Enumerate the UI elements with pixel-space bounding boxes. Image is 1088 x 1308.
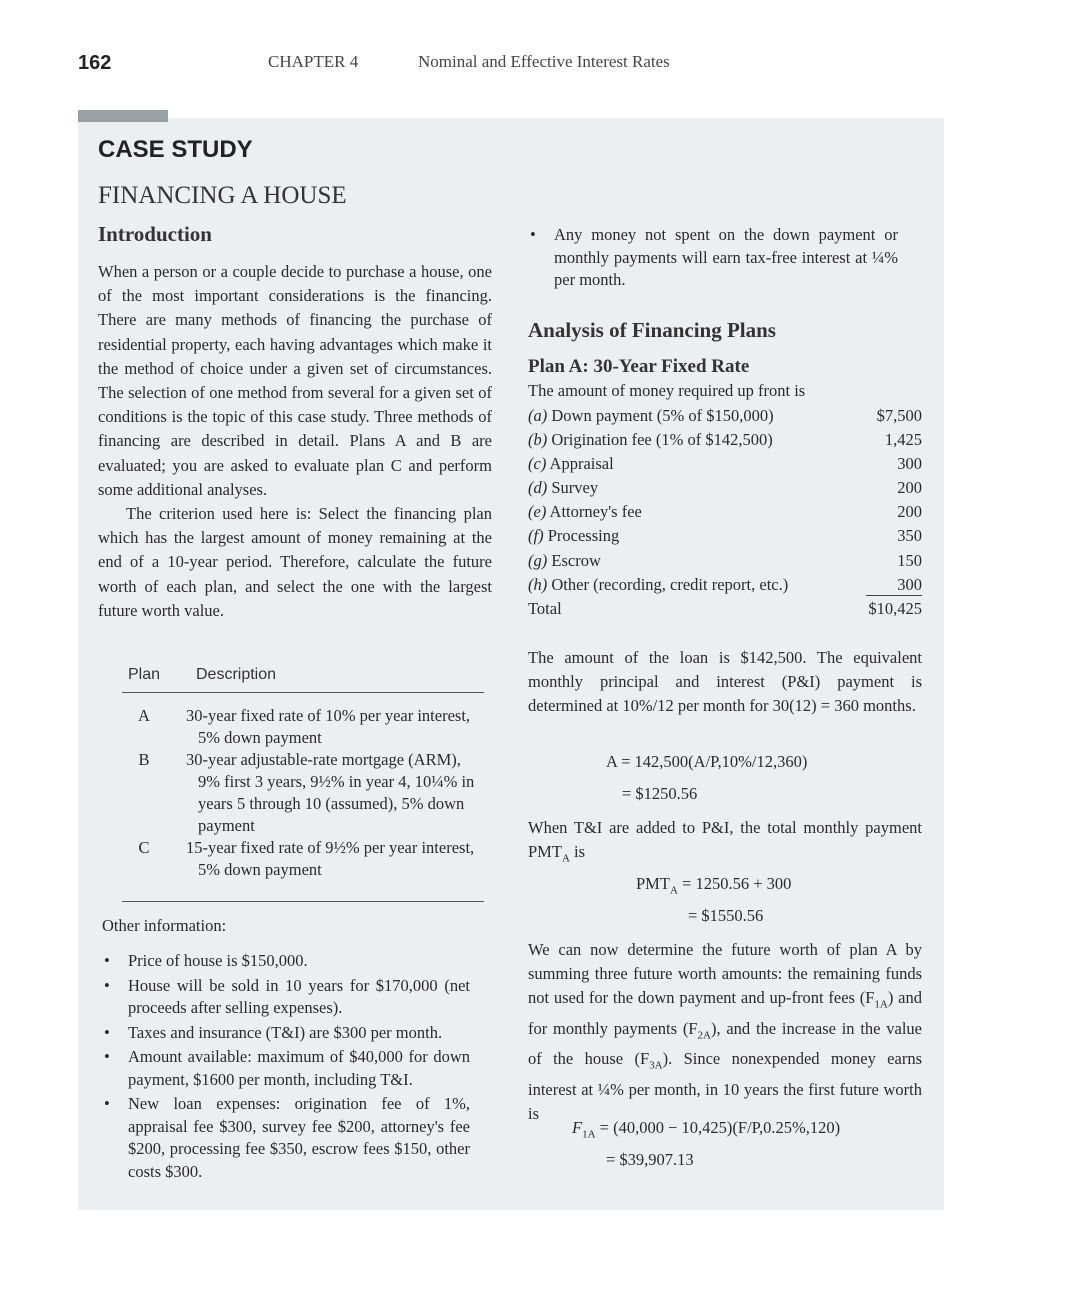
cost-amount: $7,500 (876, 406, 922, 425)
plan-a-heading: Plan A: 30-Year Fixed Rate (528, 356, 750, 377)
plan-description: 30-year adjustable-rate mortgage (ARM), 9% first 3 years, 9½% in year 4, 10¼% in years 5 through 10 (assumed), 5% down payment (186, 750, 475, 835)
table-row (528, 404, 922, 428)
fw-text: ), and the increase in the value of the house (F (528, 1018, 922, 1069)
cost-item: Down payment (5% of $150,000) (551, 406, 774, 425)
plan-description: 15-year fixed rate of 9½% per year interest, 5% down payment (186, 838, 475, 879)
ti-paragraph (528, 816, 922, 871)
table-row (528, 500, 922, 524)
table-row (122, 749, 484, 837)
cost-item: Origination fee (1% of $142,500) (551, 430, 773, 450)
cost-amount: 150 (897, 550, 922, 570)
cost-amount: 300 (866, 575, 922, 596)
fw-text: ). Since nonexpended money earns interest at ¼% per month, in 10 years the first future worth is (528, 1049, 922, 1124)
table-bottom-rule (122, 901, 484, 902)
f1a-rhs: = (40,000 − 10,425)(F/P,0.25%,120) (595, 1118, 841, 1137)
list-item: • Price of house is $150,000. (102, 950, 470, 973)
cost-item: Survey (551, 478, 599, 498)
cost-item: Attorney's fee (549, 502, 642, 522)
cost-letter: (h) (528, 574, 548, 594)
cost-letter: (c) (528, 454, 547, 474)
analysis-heading: Analysis of Financing Plans (528, 318, 776, 342)
introduction-body (98, 260, 492, 623)
cost-amount: 200 (897, 478, 922, 498)
plans-table (122, 664, 484, 902)
future-worth-paragraph (528, 938, 922, 1126)
table-row (122, 837, 484, 881)
chapter-label: CHAPTER 4 (268, 52, 359, 71)
plan-description: 30-year fixed rate of 10% per year interest, 5% down payment (186, 706, 471, 747)
cost-amount: 350 (897, 526, 922, 546)
equation-f1a-line-1 (572, 1116, 840, 1146)
cost-item: Processing (547, 526, 620, 546)
plan-code: C (138, 838, 150, 857)
cost-letter: (g) (528, 550, 548, 570)
cost-letter: (b) (528, 430, 548, 450)
f-subscript: 1A (582, 1128, 596, 1141)
list-item: • Taxes and insurance (T&I) are $300 per month. (102, 1022, 470, 1045)
cost-item: Other (recording, credit report, etc.) (551, 574, 789, 594)
cost-amount: 1,425 (884, 430, 922, 450)
total-row (528, 597, 922, 621)
intro-paragraph-2: The criterion used here is: Select the financing plan which has the largest amount of money remaining at the end of a 10-year period. Therefore, calculate the future worth of each plan, and select the one with the largest future worth value. (98, 504, 492, 620)
ti-subscript: A (561, 852, 570, 865)
case-study-label: CASE STUDY (98, 136, 253, 163)
description-column-header: Description (196, 666, 277, 683)
total-amount: $10,425 (868, 598, 922, 618)
fw-text: ) and for monthly payments (F (528, 988, 922, 1038)
other-information-label: Other information: (102, 916, 227, 935)
chapter-title: Nominal and Effective Interest Rates (418, 52, 670, 71)
list-item: • New loan expenses: origination fee of 1%, appraisal fee $300, survey fee $200, attorney's fee $200, processing fee $350, escrow fees $150, other costs $300. (102, 1093, 470, 1183)
pmt-symbol: PMT (636, 874, 670, 893)
fw-subscript: 3A (649, 1059, 663, 1072)
plans-table-header (122, 664, 484, 693)
plan-column-header: Plan (127, 666, 161, 683)
plan-code: B (138, 750, 150, 769)
equation-pmt-line-2: = $1550.56 (688, 906, 764, 925)
fw-subscript: 2A (697, 1029, 711, 1042)
cost-item: Escrow (551, 550, 601, 570)
cost-amount: 200 (897, 502, 922, 522)
case-study-tab-decoration (78, 110, 168, 122)
cost-amount: 300 (897, 454, 922, 474)
table-row (528, 549, 922, 573)
ti-text: When T&I are added to P&I, the total monthly payment PMT (528, 818, 922, 862)
intro-paragraph-1: When a person or a couple decide to purchase a house, one of the most important considerations is the financing. There are many methods of financing the purchase of residential property, each having advantages which make it the method of choice under a given set of circumstances. The selection of one method from several for a given set of conditions is the topic of this case study. Three methods of financing are described in detail. Plans A and B are evaluated; you are asked to evaluate plan C and perform some additional analyses. (98, 262, 492, 499)
table-row (528, 573, 922, 597)
cost-item: Appraisal (549, 454, 614, 474)
upfront-intro: The amount of money required up front is (528, 381, 806, 400)
other-information-list (102, 950, 470, 1185)
total-label: Total (528, 598, 562, 618)
case-study-title: FINANCING A HOUSE (98, 182, 347, 209)
table-row (528, 524, 922, 548)
page-number: 162 (78, 52, 112, 74)
table-row (122, 705, 484, 749)
table-row (528, 428, 922, 452)
table-row (528, 476, 922, 500)
upfront-costs-table (528, 404, 922, 621)
equation-a-line-1: A = 142,500(A/P,10%/12,360) (606, 752, 808, 771)
equation-a-line-2: = $1250.56 (622, 784, 698, 803)
ti-text-end: is (569, 842, 586, 862)
other-information-list-continued (528, 224, 898, 294)
f-symbol: F (572, 1118, 583, 1137)
fw-subscript: 1A (874, 998, 888, 1011)
cost-letter: (a) (528, 406, 548, 425)
list-item: • Amount available: maximum of $40,000 for down payment, $1600 per month, including T&I. (102, 1046, 470, 1091)
table-row (528, 452, 922, 476)
equation-pmt-line-1 (636, 872, 791, 902)
cost-letter: (e) (528, 502, 547, 522)
list-item: • House will be sold in 10 years for $170,000 (net proceeds after selling expenses). (102, 975, 470, 1020)
list-item: • Any money not spent on the down payment or monthly payments will earn tax-free interest at ¼% per month. (528, 224, 898, 292)
cost-letter: (f) (528, 526, 544, 546)
loan-paragraph: The amount of the loan is $142,500. The equivalent monthly principal and interest (P&I) payment is determined at 10%/12 per month for 30(12) = 360 months. (528, 648, 922, 716)
plan-code: A (138, 706, 150, 725)
fw-text: We can now determine the future worth of plan A by summing three future worth amounts: the remaining funds not used for the down payment and up-front fees (F (528, 940, 922, 1008)
cost-letter: (d) (528, 478, 548, 498)
introduction-heading: Introduction (98, 222, 212, 246)
equation-f1a-line-2: = $39,907.13 (606, 1150, 694, 1169)
pmt-rhs: = 1250.56 + 300 (677, 874, 792, 893)
pmt-subscript: A (669, 884, 678, 897)
